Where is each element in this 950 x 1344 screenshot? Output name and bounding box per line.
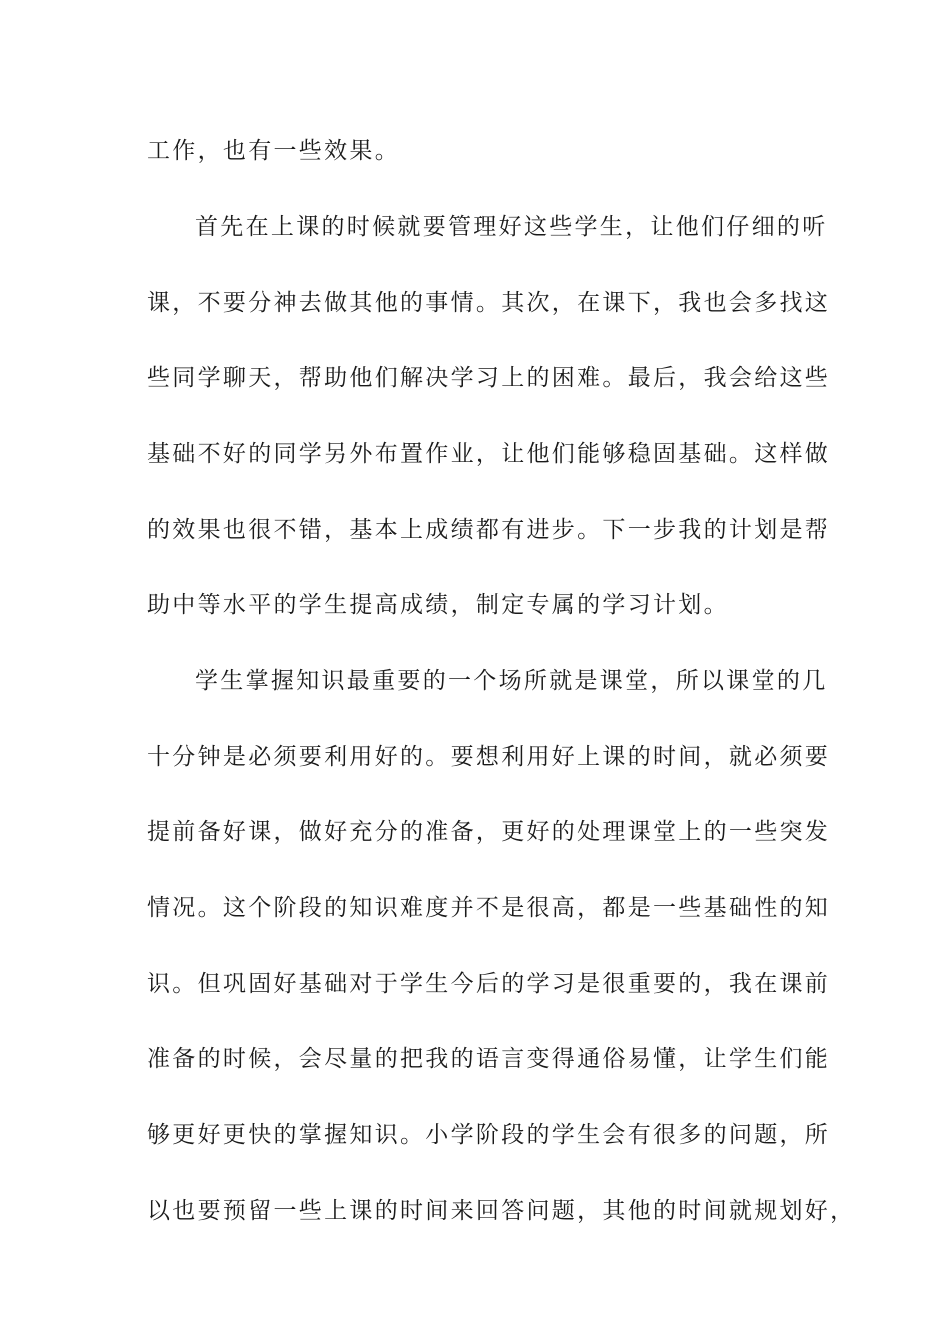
text-line: 准备的时候，会尽量的把我的语言变得通俗易懂，让学生们能	[147, 1046, 831, 1072]
text-line: 以也要预留一些上课的时间来回答问题，其他的时间就规划好，	[147, 1198, 856, 1224]
text-line: 识。但巩固好基础对于学生今后的学习是很重要的，我在课前	[147, 971, 831, 997]
text-line: 工作，也有一些效果。	[147, 138, 400, 164]
text-line: 基础不好的同学另外布置作业，让他们能够稳固基础。这样做	[147, 441, 831, 467]
text-line: 学生掌握知识最重要的一个场所就是课堂，所以课堂的几	[195, 668, 828, 694]
text-line: 情况。这个阶段的知识难度并不是很高，都是一些基础性的知	[147, 895, 831, 921]
text-line: 的效果也很不错，基本上成绩都有进步。下一步我的计划是帮	[147, 517, 831, 543]
text-line: 够更好更快的掌握知识。小学阶段的学生会有很多的问题，所	[147, 1122, 831, 1148]
text-line: 课，不要分神去做其他的事情。其次，在课下，我也会多找这	[147, 290, 831, 316]
text-line: 提前备好课，做好充分的准备，更好的处理课堂上的一些突发	[147, 819, 831, 845]
text-line: 十分钟是必须要利用好的。要想利用好上课的时间，就必须要	[147, 744, 831, 770]
text-line: 首先在上课的时候就要管理好这些学生，让他们仔细的听	[195, 214, 828, 240]
text-line: 助中等水平的学生提高成绩，制定专属的学习计划。	[147, 592, 729, 618]
text-line: 些同学聊天，帮助他们解决学习上的困难。最后，我会给这些	[147, 365, 831, 391]
